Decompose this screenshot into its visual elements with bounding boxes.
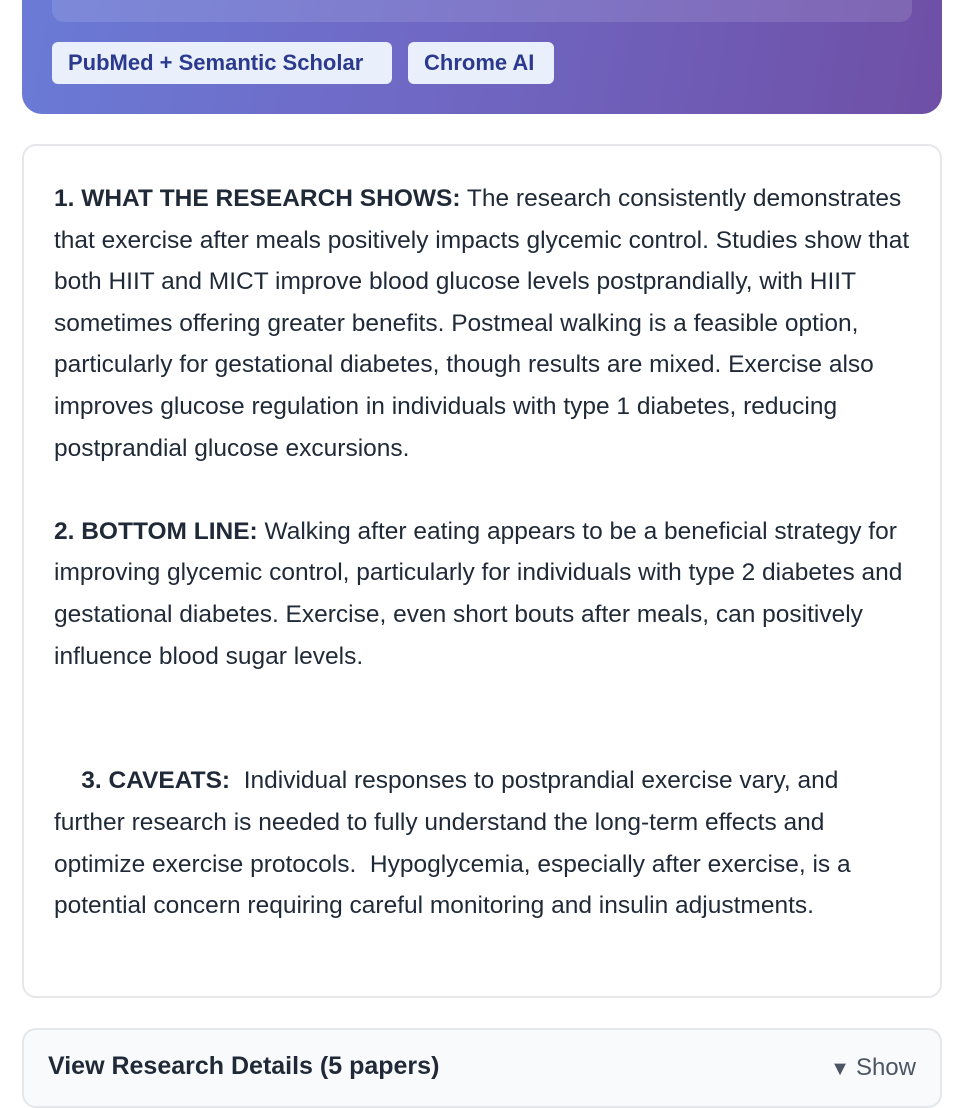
toggle-label: Show (855, 1054, 916, 1081)
summary-section-bottom-line (54, 511, 910, 677)
research-details-title: View Research Details (5 papers) (48, 1052, 440, 1080)
section-text: Walking after eating appears to be a beneficial strategy for improving glycemic control, particularly for individuals with type 2 diabetes and gestational diabetes. Exercise, even short bouts after meals, can positively influence blood sugar levels. (54, 517, 903, 670)
search-header (22, 0, 942, 114)
section-text: Individual responses to postprandial exercise vary, and further research is needed to fully understand the long-term effects and optimize exercise protocols. Hypoglycemia, especially after exercise, is a potential concern requiring careful monitoring and insulin adjustments. (54, 767, 858, 920)
section-heading: 3. CAVEATS: (81, 767, 231, 795)
section-heading: 1. WHAT THE RESEARCH SHOWS: (54, 185, 461, 212)
summary-section-caveats (54, 719, 910, 969)
research-details-panel[interactable] (22, 1028, 942, 1108)
show-details-toggle[interactable] (830, 1054, 916, 1082)
ai-engine-badge: Chrome AI (408, 42, 554, 84)
query-input-box[interactable] (52, 0, 912, 22)
summary-card (22, 144, 942, 998)
caret-down-icon: ▼ (830, 1058, 850, 1080)
section-heading: 2. BOTTOM LINE: (54, 517, 258, 545)
source-badge: PubMed + Semantic Scholar (52, 42, 392, 84)
summary-section-research (54, 178, 910, 469)
section-text: The research consistently demonstrates that exercise after meals positively impacts glycemic control. Studies show that both HIIT and MICT improve blood glucose levels postprandially, with HIIT sometimes offering greater benefits. Postmeal walking is a feasible option, particularly for gestational diabetes, though results are mixed. Exercise also improves glucose regulation in individuals with type 1 diabetes, reducing postprandial glucose excursions. (54, 185, 910, 462)
